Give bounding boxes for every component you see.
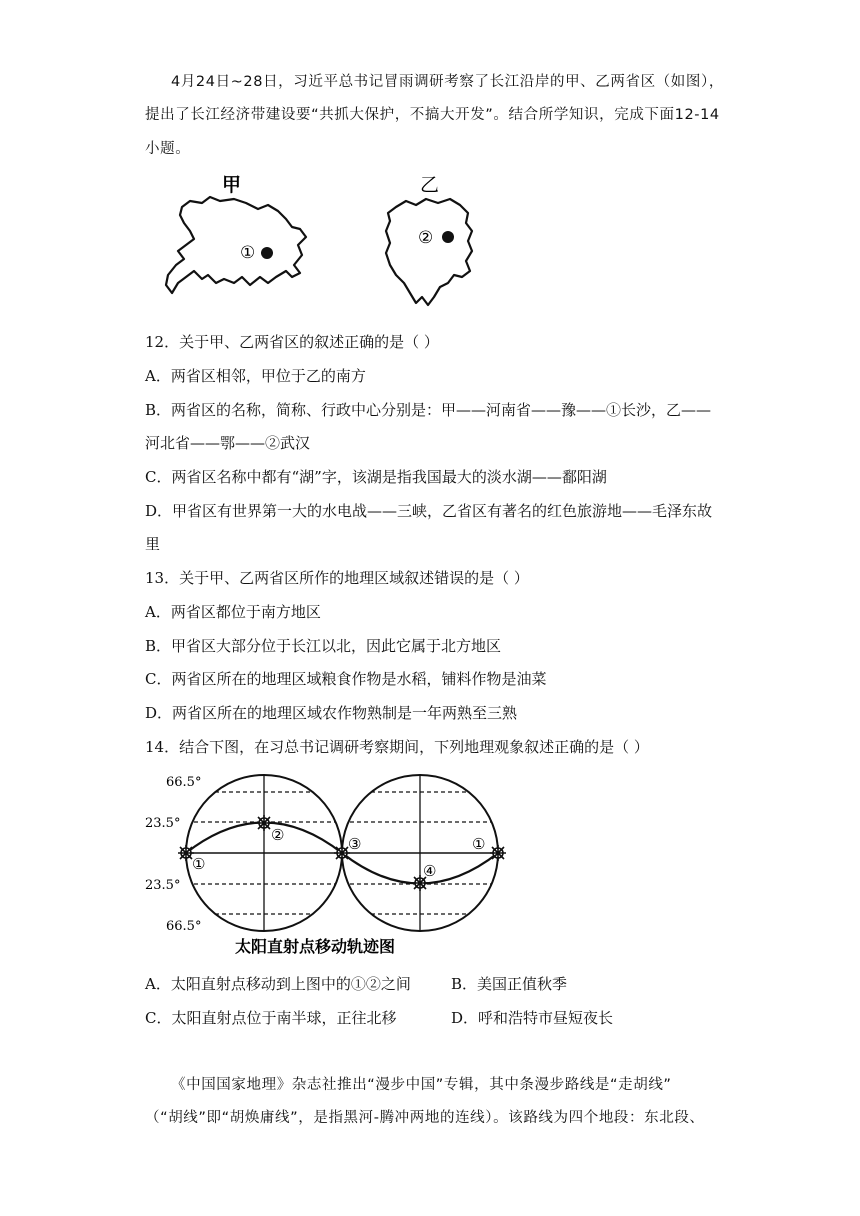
q14-option-a: A．太阳直射点移动到上图中的①②之间 [145, 975, 411, 993]
province-map-figure [150, 165, 490, 315]
province-b-marker: ② [418, 228, 434, 248]
q13-option-c: C．两省区所在的地理区域粮食作物是水稻，铺料作物是油菜 [145, 670, 547, 688]
q12-option-b-line1: B．两省区的名称，简称、行政中心分别是：甲——河南省——豫——①长沙，乙—— [145, 401, 712, 419]
province-a-outline [166, 197, 306, 293]
passage-line-2: （“胡线”即“胡焕庸线”，是指黑河-腾冲两地的连线）。该路线为四个地段：东北段、 [145, 1110, 705, 1126]
point-label-1-right: ① [472, 835, 486, 853]
lat-label-66-south: 66.5° [166, 919, 202, 934]
point-label-2: ② [271, 826, 285, 844]
province-b-label: 乙 [420, 174, 440, 196]
q13-option-b: B．甲省区大部分位于长江以北，因此它属于北方地区 [145, 637, 502, 655]
province-a-capital-dot [261, 247, 273, 259]
q14-option-b: B．美国正值秋季 [451, 975, 568, 993]
intro-line-1: 4月24日~28日，习近平总书记冒雨调研考察了长江沿岸的甲、乙两省区（如图）， [171, 74, 724, 90]
passage-line-1: 《中国国家地理》杂志社推出“漫步中国”专辑，其中条漫步路线是“走胡线” [171, 1077, 672, 1093]
q12-option-d-line2: 里 [145, 535, 161, 553]
intro-line-3: 小题。 [145, 141, 191, 157]
q14-option-c: C．太阳直射点位于南半球，正往北移 [145, 1009, 397, 1027]
lat-label-23-south: 23.5° [145, 878, 181, 893]
province-a-label: 甲 [222, 174, 242, 196]
q13-stem: 13．关于甲、乙两省区所作的地理区域叙述错误的是（ ） [145, 569, 529, 587]
intro-line-2: 提出了长江经济带建设要“共抓大保护，不搞大开发”。结合所学知识，完成下面12-14 [145, 107, 720, 123]
q13-option-d: D．两省区所在的地理区域农作物熟制是一年两熟至三熟 [145, 704, 518, 722]
q14-option-d: D．呼和浩特市昼短夜长 [451, 1009, 614, 1027]
sun-marker-2 [256, 815, 272, 831]
lat-label-23-north: 23.5° [145, 816, 181, 831]
q14-stem: 14．结合下图，在习总书记调研考察期间，下列地理观象叙述正确的是（ ） [145, 738, 649, 756]
q13-option-a: A．两省区都位于南方地区 [145, 603, 321, 621]
q12-option-b-line2: 河北省——鄂——②武汉 [145, 434, 311, 452]
diagram-caption: 太阳直射点移动轨迹图 [235, 937, 396, 956]
sun-marker-1-right [490, 845, 506, 861]
q12-option-c: C．两省区名称中都有“湖”字，该湖是指我国最大的淡水湖——鄱阳湖 [145, 468, 607, 486]
q12-option-d-line1: D．甲省区有世界第一大的水电战——三峡，乙省区有著名的红色旅游地——毛泽东故 [145, 502, 713, 520]
lat-label-66-north: 66.5° [166, 775, 202, 790]
q12-option-a: A．两省区相邻，甲位于乙的南方 [145, 367, 366, 385]
sun-path-diagram [140, 760, 540, 960]
point-label-4: ④ [423, 862, 437, 880]
point-label-3: ③ [348, 835, 362, 853]
q12-stem: 12．关于甲、乙两省区的叙述正确的是（ ） [145, 333, 439, 351]
province-b-outline [386, 199, 472, 305]
point-label-1-left: ① [192, 855, 206, 873]
province-b-capital-dot [442, 231, 454, 243]
province-a-marker: ① [240, 243, 256, 263]
